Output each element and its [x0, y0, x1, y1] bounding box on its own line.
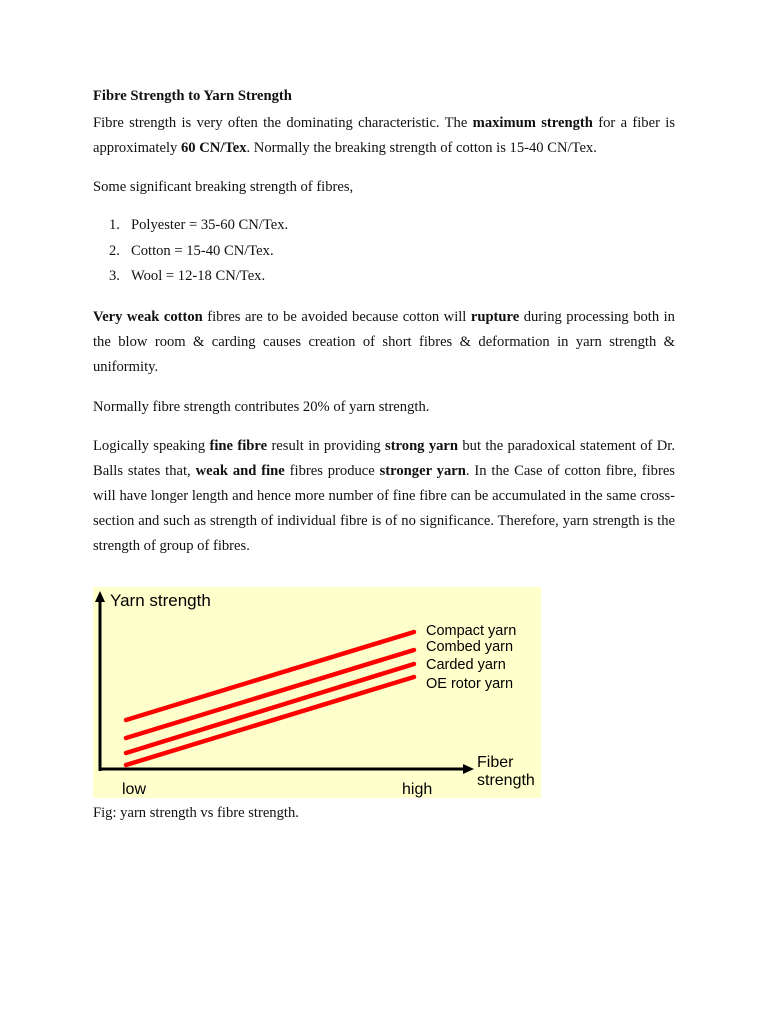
- bold-text: weak and fine: [195, 463, 285, 479]
- bold-text: rupture: [470, 309, 520, 325]
- list-item: [109, 239, 288, 265]
- series-line-oe-rotor-yarn: [126, 677, 414, 765]
- list-number: 1.: [109, 217, 120, 233]
- list-text: Wool = 12-18 CN/Tex.: [131, 268, 266, 284]
- paragraph-paradox: [93, 434, 675, 559]
- paragraph-weak-cotton: [93, 305, 675, 380]
- bold-text: strong yarn: [385, 438, 459, 454]
- text: . In the Case of cotton fibre, fibres will have longer length and hence more number of fine fibre can be accumulated in the same cross-section and such as strength of individual fibre is of no significance. Therefore, yarn strength is the strength of group of fibres.: [93, 463, 675, 554]
- x-axis-label-line2: strength: [477, 772, 535, 789]
- x-axis-low-label: low: [122, 781, 147, 798]
- list-number: 3.: [109, 268, 120, 284]
- text: Logically speaking: [93, 438, 210, 454]
- series-label-carded-yarn: Carded yarn: [426, 657, 506, 673]
- series-label-compact-yarn: Compact yarn: [426, 623, 517, 639]
- list-text: Polyester = 35-60 CN/Tex.: [131, 217, 289, 233]
- yarn-strength-diagram: [93, 587, 541, 798]
- text: but the paradoxical statement of Dr. Balls states that,: [93, 438, 675, 479]
- text: result in providing: [267, 438, 386, 454]
- series-label-combed-yarn: Combed yarn: [426, 639, 514, 655]
- x-axis-high-label: high: [402, 781, 433, 798]
- bold-text: stronger yarn: [379, 463, 466, 479]
- x-axis-label-line1: Fiber: [477, 754, 514, 771]
- series-label-oe-rotor-yarn: OE rotor yarn: [426, 676, 514, 692]
- paragraph-fibre-strength: [93, 111, 675, 161]
- paragraph-list-intro: Some significant breaking strength of fibres,: [93, 179, 354, 195]
- yarn-strength-figure: [93, 587, 541, 798]
- text: fibres produce: [284, 463, 380, 479]
- bold-text: 60 CN/Tex: [180, 140, 247, 156]
- text: . Normally the breaking strength of cotton is 15-40 CN/Tex.: [246, 140, 597, 156]
- list-item: [109, 264, 288, 290]
- y-axis-label: Yarn strength: [110, 591, 211, 610]
- text: Fibre strength is very often the dominating characteristic. The: [93, 115, 473, 131]
- bold-text: fine fibre: [209, 438, 268, 454]
- list-item: [109, 213, 288, 239]
- figure-caption: Fig: yarn strength vs fibre strength.: [93, 805, 299, 821]
- bold-text: maximum strength: [472, 115, 593, 131]
- paragraph-contribution: Normally fibre strength contributes 20% of yarn strength.: [93, 399, 430, 415]
- section-heading: Fibre Strength to Yarn Strength: [93, 88, 292, 104]
- list-text: Cotton = 15-40 CN/Tex.: [131, 242, 274, 259]
- y-axis-arrow-icon: [95, 591, 105, 602]
- x-axis-arrow-icon: [463, 764, 474, 774]
- bold-text: Very weak cotton: [93, 309, 203, 325]
- text: fibres are to be avoided because cotton will: [202, 309, 471, 325]
- text: for a fiber is approximately: [93, 115, 675, 156]
- list-number: 2.: [109, 242, 120, 259]
- series-line-combed-yarn: [126, 650, 414, 738]
- text: during processing both in the blow room & carding causes creation of short fibres & deformation in yarn strength & uniformity.: [93, 309, 675, 375]
- breaking-strength-list: [109, 213, 288, 290]
